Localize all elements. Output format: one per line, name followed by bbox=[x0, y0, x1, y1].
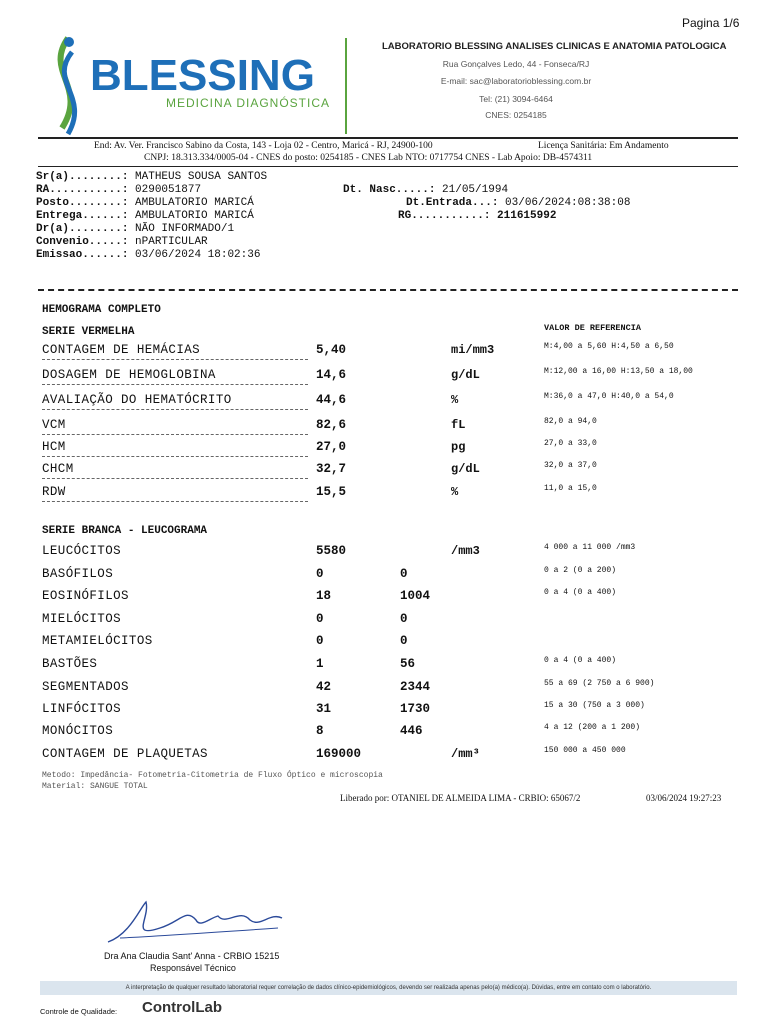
address-line: End: Av. Ver. Francisco Sabino da Costa, 143 - Loja 02 - Centro, Maricá - RJ, 24900-100 bbox=[94, 141, 433, 151]
reference-heading: VALOR DE REFERENCIA bbox=[544, 323, 641, 333]
signature-image bbox=[100, 898, 290, 952]
test-name: MONÓCITOS bbox=[42, 724, 114, 738]
test-absolute-value: 56 bbox=[400, 657, 416, 671]
test-value: 0 bbox=[316, 634, 324, 648]
disclaimer-bar: A interpretação de qualquer resultado laboratorial requer correlação de dados clínico-epidemiológicos, devendo ser realizada apenas pelo(a) médico(a). Dúvidas, entre em contato com o laboratório. bbox=[40, 981, 737, 995]
row-dotted-line bbox=[42, 501, 308, 502]
patient-entrada: 03/06/2024:08:38:08 bbox=[505, 197, 631, 209]
test-name: CONTAGEM DE HEMÁCIAS bbox=[42, 343, 201, 357]
test-reference: 11,0 a 15,0 bbox=[544, 484, 597, 493]
white-series-heading: SERIE BRANCA - LEUCOGRAMA bbox=[42, 525, 208, 537]
row-dotted-line bbox=[42, 409, 308, 410]
test-value: 1 bbox=[316, 657, 324, 671]
test-reference: M:36,0 a 47,0 H:40,0 a 54,0 bbox=[544, 392, 674, 401]
test-absolute-value: 1004 bbox=[400, 589, 431, 603]
patient-entrega: AMBULATORIO MARICÁ bbox=[135, 210, 254, 222]
test-absolute-value: 0 bbox=[400, 612, 408, 626]
test-unit: /mm3 bbox=[451, 544, 480, 558]
row-dotted-line bbox=[42, 384, 308, 385]
test-name: DOSAGEM DE HEMOGLOBINA bbox=[42, 368, 216, 382]
patient-entrega-row: Entrega......: AMBULATORIO MARICÁ bbox=[36, 210, 254, 222]
test-reference: 0 a 4 (0 a 400) bbox=[544, 588, 617, 597]
test-name: VCM bbox=[42, 418, 66, 432]
logo-drop bbox=[64, 37, 74, 47]
test-value: 82,6 bbox=[316, 418, 347, 432]
test-value: 27,0 bbox=[316, 440, 347, 454]
material-line: Material: SANGUE TOTAL bbox=[42, 782, 148, 791]
test-reference: 82,0 a 94,0 bbox=[544, 417, 597, 426]
test-reference: 27,0 a 33,0 bbox=[544, 439, 597, 448]
test-name: METAMIELÓCITOS bbox=[42, 634, 153, 648]
page-number: Pagina 1/6 bbox=[682, 16, 740, 30]
row-dotted-line bbox=[42, 478, 308, 479]
lab-name: LABORATORIO BLESSING ANALISES CLINICAS E ANATOMIA PATOLOGICA bbox=[382, 41, 727, 52]
patient-posto-row: Posto........: AMBULATORIO MARICÁ bbox=[36, 197, 254, 209]
test-value: 14,6 bbox=[316, 368, 347, 382]
patient-ra: 0290051877 bbox=[135, 184, 202, 196]
test-value: 32,7 bbox=[316, 462, 347, 476]
test-name: AVALIAÇÃO DO HEMATÓCRITO bbox=[42, 393, 232, 407]
test-value: 31 bbox=[316, 702, 332, 716]
test-unit: mi/mm3 bbox=[451, 343, 495, 357]
red-series-heading: SERIE VERMELHA bbox=[42, 326, 135, 338]
test-value: 15,5 bbox=[316, 485, 347, 499]
section-separator bbox=[38, 289, 738, 291]
test-unit: % bbox=[451, 485, 459, 499]
test-name: HCM bbox=[42, 440, 66, 454]
released-at: 03/06/2024 19:27:23 bbox=[646, 793, 722, 803]
test-value: 5,40 bbox=[316, 343, 347, 357]
test-reference: 15 a 30 (750 a 3 000) bbox=[544, 701, 645, 710]
test-name: RDW bbox=[42, 485, 66, 499]
quality-label: Controle de Qualidade: bbox=[40, 1007, 118, 1016]
logo-brand: BLESSING bbox=[90, 51, 315, 100]
row-dotted-line bbox=[42, 434, 308, 435]
patient-ra-row: RA...........: 0290051877 bbox=[36, 184, 202, 196]
method-line: Metodo: Impedância- Fotometria-Citometria de Fluxo Óptico e microscopia bbox=[42, 771, 383, 780]
test-unit: g/dL bbox=[451, 368, 480, 382]
test-name: CHCM bbox=[42, 462, 74, 476]
test-value: 169000 bbox=[316, 747, 362, 761]
test-reference: 4 000 a 11 000 /mm3 bbox=[544, 543, 636, 552]
test-name: CONTAGEM DE PLAQUETAS bbox=[42, 747, 208, 761]
test-value: 42 bbox=[316, 680, 332, 694]
released-by: Liberado por: OTANIEL DE ALMEIDA LIMA - CRBIO: 65067/2 bbox=[340, 793, 581, 803]
test-value: 5580 bbox=[316, 544, 347, 558]
patient-name-row: Sr(a)........: MATHEUS SOUSA SANTOS bbox=[36, 171, 268, 183]
test-reference: M:4,00 a 5,60 H:4,50 a 6,50 bbox=[544, 342, 674, 351]
test-value: 18 bbox=[316, 589, 332, 603]
lab-street: Rua Gonçalves Ledo, 44 - Fonseca/RJ bbox=[442, 59, 590, 69]
patient-name: MATHEUS SOUSA SANTOS bbox=[135, 171, 268, 183]
test-reference: 0 a 2 (0 a 200) bbox=[544, 566, 617, 575]
patient-dob-row: Dt. Nasc.....: 21/05/1994 bbox=[343, 184, 509, 196]
test-reference: 55 a 69 (2 750 a 6 900) bbox=[544, 679, 655, 688]
test-value: 8 bbox=[316, 724, 324, 738]
header-rule bbox=[38, 137, 738, 139]
row-dotted-line bbox=[42, 456, 308, 457]
test-name: LINFÓCITOS bbox=[42, 702, 122, 716]
patient-posto: AMBULATORIO MARICÁ bbox=[135, 197, 254, 209]
patient-convenio: nPARTICULAR bbox=[135, 236, 208, 248]
lab-cnes: CNES: 0254185 bbox=[485, 110, 547, 120]
license-line: Licença Sanitária: Em Andamento bbox=[538, 141, 669, 151]
test-value: 0 bbox=[316, 567, 324, 581]
test-name: MIELÓCITOS bbox=[42, 612, 122, 626]
test-absolute-value: 446 bbox=[400, 724, 423, 738]
row-dotted-line bbox=[42, 359, 308, 360]
test-unit: % bbox=[451, 393, 459, 407]
patient-emissao: 03/06/2024 18:02:36 bbox=[135, 249, 261, 261]
test-name: BASTÕES bbox=[42, 657, 98, 671]
controllab-logo: ControlLab bbox=[142, 999, 222, 1016]
test-unit: g/dL bbox=[451, 462, 480, 476]
test-unit: pg bbox=[451, 440, 466, 454]
test-unit: /mm³ bbox=[451, 747, 480, 761]
test-absolute-value: 0 bbox=[400, 634, 408, 648]
blessing-logo bbox=[38, 32, 338, 138]
test-absolute-value: 1730 bbox=[400, 702, 431, 716]
signature-role: Responsável Técnico bbox=[150, 963, 236, 973]
test-reference: 4 a 12 (200 a 1 200) bbox=[544, 723, 641, 732]
logo-tagline: MEDICINA DIAGNÓSTICA bbox=[166, 96, 331, 110]
patient-rg-row: RG...........: 211615992 bbox=[398, 210, 557, 222]
test-value: 44,6 bbox=[316, 393, 347, 407]
patient-rg: 211615992 bbox=[497, 210, 557, 222]
test-absolute-value: 0 bbox=[400, 567, 408, 581]
test-value: 0 bbox=[316, 612, 324, 626]
test-name: SEGMENTADOS bbox=[42, 680, 129, 694]
test-reference: 0 a 4 (0 a 400) bbox=[544, 656, 617, 665]
test-reference: 150 000 a 450 000 bbox=[544, 746, 626, 755]
test-absolute-value: 2344 bbox=[400, 680, 431, 694]
signature-name: Dra Ana Claudia Sant' Anna - CRBIO 15215 bbox=[104, 951, 280, 961]
test-name: BASÓFILOS bbox=[42, 567, 114, 581]
lab-phone: Tel: (21) 3094-6464 bbox=[479, 94, 553, 104]
patient-convenio-row: Convenio.....: nPARTICULAR bbox=[36, 236, 208, 248]
patient-dr: NÃO INFORMADO/1 bbox=[135, 223, 235, 235]
patient-entrada-row: Dt.Entrada...: 03/06/2024:08:38:08 bbox=[406, 197, 631, 209]
header-rule-thin bbox=[38, 166, 738, 167]
patient-dob: 21/05/1994 bbox=[442, 184, 509, 196]
patient-dr-row: Dr(a)........: NÃO INFORMADO/1 bbox=[36, 223, 235, 235]
test-reference: 32,0 a 37,0 bbox=[544, 461, 597, 470]
lab-email: E-mail: sac@laboratorioblessing.com.br bbox=[440, 76, 592, 86]
test-name: EOSINÓFILOS bbox=[42, 589, 129, 603]
cnpj-line: CNPJ: 18.313.334/0005-04 - CNES do posto: 0254185 - CNES Lab NTO: 0717754 CNES - Lab Apoio: DB-4574311 bbox=[144, 153, 593, 163]
exam-title: HEMOGRAMA COMPLETO bbox=[42, 304, 161, 316]
test-name: LEUCÓCITOS bbox=[42, 544, 122, 558]
patient-emissao-row: Emissao......: 03/06/2024 18:02:36 bbox=[36, 249, 261, 261]
test-reference: M:12,00 a 16,00 H:13,50 a 18,00 bbox=[544, 367, 693, 376]
test-unit: fL bbox=[451, 418, 466, 432]
